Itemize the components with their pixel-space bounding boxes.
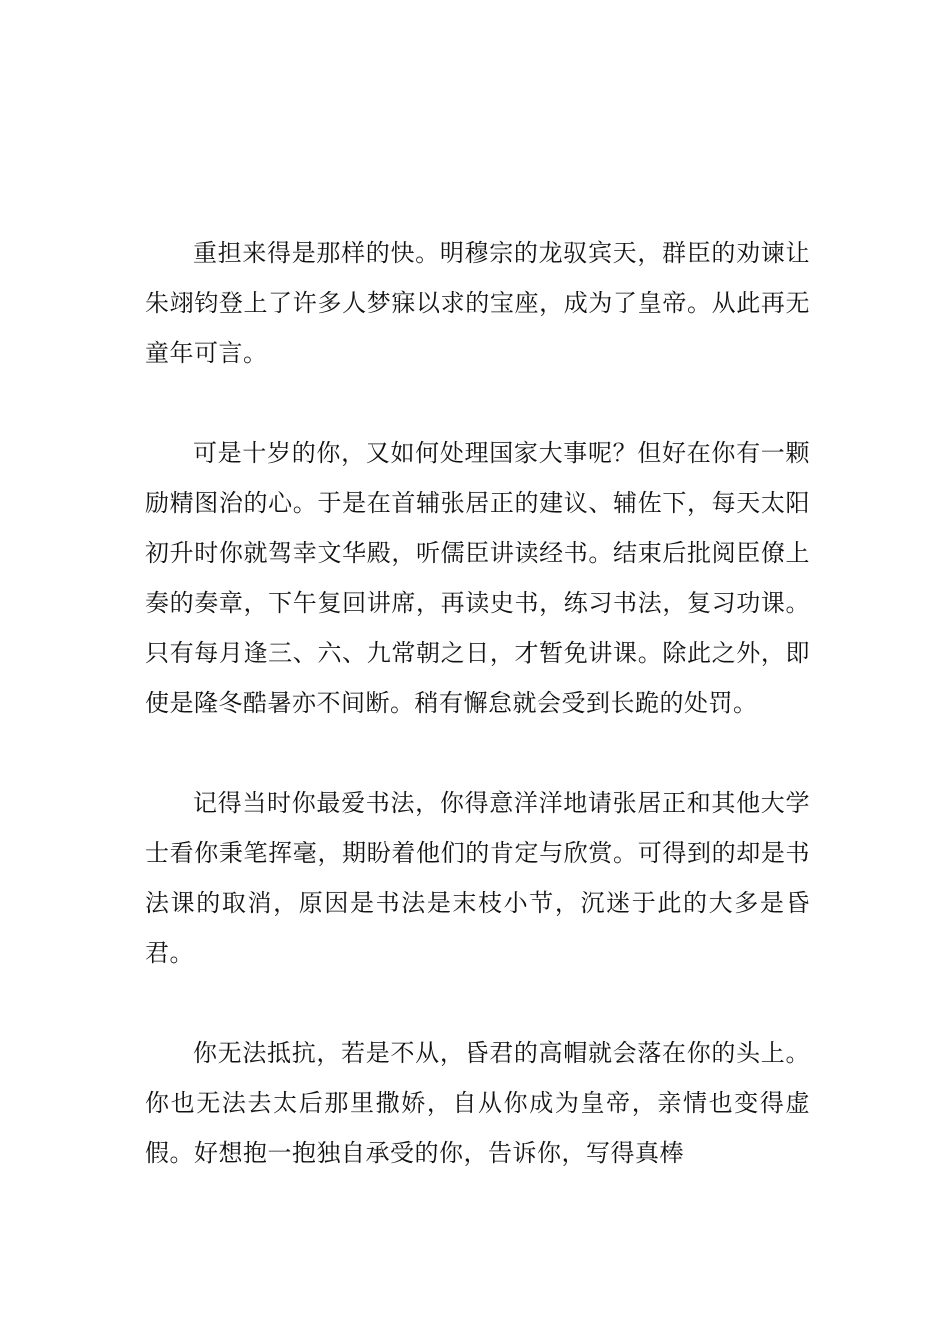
paragraph: 可是十岁的你，又如何处理国家大事呢？但好在你有一颗励精图治的心。于是在首辅张居正的建议、辅佐下，每天太阳初升时你就驾幸文华殿，听儒臣讲读经书。结束后批阅臣僚上奏的奏章，下午复回讲席，再读史书，练习书法，复习功课。只有每月逢三、六、九常朝之日，才暂免讲课。除此之外，即使是隆冬酷暑亦不间断。稍有懈怠就会受到长跪的处罚。 — [145, 439, 810, 717]
paragraph: 重担来得是那样的快。明穆宗的龙驭宾天，群臣的劝谏让朱翊钧登上了许多人梦寐以求的宝座，成为了皇帝。从此再无童年可言。 — [145, 239, 810, 367]
paragraph: 记得当时你最爱书法，你得意洋洋地请张居正和其他大学士看你秉笔挥毫，期盼着他们的肯定与欣赏。可得到的却是书法课的取消，原因是书法是末枝小节，沉迷于此的大多是昏君。 — [145, 789, 810, 967]
paragraph: 你无法抵抗，若是不从，昏君的高帽就会落在你的头上。你也无法去太后那里撒娇，自从你成为皇帝，亲情也变得虚假。好想抱一抱独自承受的你，告诉你，写得真棒 — [145, 1039, 810, 1167]
document-body — [145, 228, 810, 1178]
